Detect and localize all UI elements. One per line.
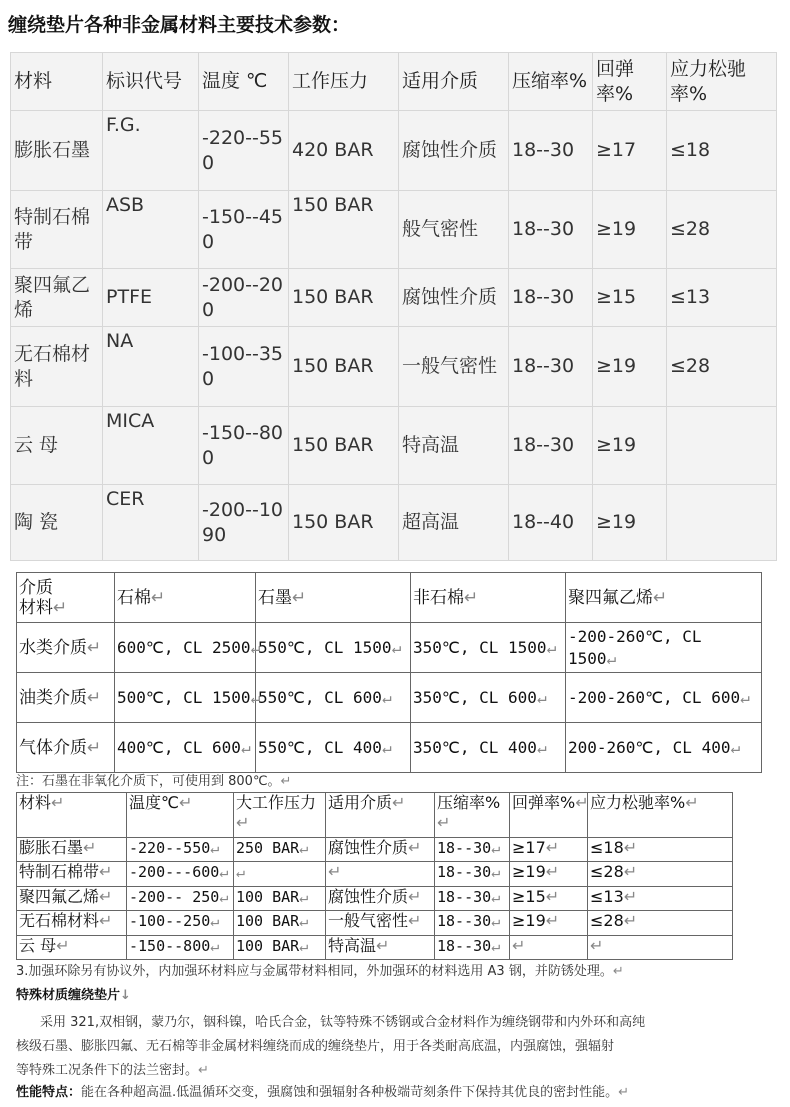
table-row (11, 327, 777, 407)
header-cell: 回弹率%↵ (510, 793, 588, 838)
cell: 18--30 (509, 191, 593, 269)
cell: 聚四氟乙烯 (11, 269, 103, 327)
header-cell: 回弹率% (593, 53, 667, 111)
row-label-cell: 油类介质↵ (17, 673, 115, 723)
cell: 腐蚀性介质 (399, 269, 509, 327)
table-row (11, 485, 777, 561)
cell: ≥19↵ (510, 862, 588, 886)
header-cell: 标识代号 (103, 53, 199, 111)
special-material-paragraph-line: 采用 321,双相钢，蒙乃尔，铟科镍，哈氏合金，钛等特殊不锈钢或合金材料作为缠绕钢带和内外环和高纯 (40, 1015, 646, 1030)
cell: 18--30↵ (435, 837, 510, 861)
cell: 18--30↵ (435, 886, 510, 910)
cell: -220--550 (199, 111, 289, 191)
cell: 420 BAR (289, 111, 399, 191)
cell (667, 407, 777, 485)
cell: ≥19 (593, 485, 667, 561)
cell: 550℃, CL 600↵ (256, 673, 411, 723)
cell: 400℃, CL 600↵ (115, 723, 256, 773)
performance-label: 性能特点： (16, 1085, 82, 1100)
cell: -200-260℃, CL 600↵ (566, 673, 762, 723)
table-row (17, 911, 733, 935)
table-header-row (17, 793, 733, 838)
cell: ≥15↵ (510, 886, 588, 910)
header-cell: 材料↵ (17, 793, 127, 838)
cell: 膨胀石墨 (11, 111, 103, 191)
cell: 600℃, CL 2500↵ (115, 623, 256, 673)
header-cell: 温度 ℃ (199, 53, 289, 111)
cell: ≤18↵ (588, 837, 733, 861)
cell: ≤28 (667, 191, 777, 269)
corner-header-cell: 介质 材料↵ (17, 573, 115, 623)
cell: 550℃, CL 400↵ (256, 723, 411, 773)
table-row (17, 623, 762, 673)
cell: -150--450 (199, 191, 289, 269)
reinforcing-ring-paragraph: 3.加强环除另有协议外，内加强环材料应与金属带材料相同，外加强环的材料选用 A3 钢，并防锈处理。↵ (16, 964, 624, 979)
cell: 100 BAR↵ (234, 911, 326, 935)
cell: 腐蚀性介质↵ (326, 837, 435, 861)
table-row (17, 886, 733, 910)
cell: 350℃, CL 400↵ (411, 723, 566, 773)
header-cell: 工作压力 (289, 53, 399, 111)
cell: 150 BAR (289, 191, 399, 269)
cell: 150 BAR (289, 269, 399, 327)
cell: 云 母↵ (17, 935, 127, 959)
cell: ≥19↵ (510, 911, 588, 935)
cell: 500℃, CL 1500↵ (115, 673, 256, 723)
cell: 膨胀石墨↵ (17, 837, 127, 861)
cell: -200-260℃, CL 1500↵ (566, 623, 762, 673)
cell: F.G. (103, 111, 199, 191)
cell: -150--800 (199, 407, 289, 485)
cell: 特高温↵ (326, 935, 435, 959)
medium-material-table (16, 572, 762, 773)
cell: -200---600↵ (127, 862, 234, 886)
table-row (17, 673, 762, 723)
cell: 18--30 (509, 327, 593, 407)
tech-params-table (10, 52, 777, 561)
header-cell: 材料 (11, 53, 103, 111)
cell: 聚四氟乙烯↵ (17, 886, 127, 910)
cell: 350℃, CL 600↵ (411, 673, 566, 723)
header-cell: 石棉↵ (115, 573, 256, 623)
header-cell: 非石棉↵ (411, 573, 566, 623)
table-row (11, 111, 777, 191)
header-cell: 大工作压力↵ (234, 793, 326, 838)
special-material-paragraph-line: 等特殊工况条件下的法兰密封。↵ (16, 1063, 209, 1078)
params-table-secondary (16, 792, 733, 960)
cell: ≥17↵ (510, 837, 588, 861)
cell: 一般气密性↵ (326, 911, 435, 935)
section-heading: 特殊材质缠绕垫片↓ (16, 988, 131, 1003)
cell: ≥19 (593, 407, 667, 485)
cell: -200--200 (199, 269, 289, 327)
cell: 150 BAR (289, 407, 399, 485)
cell (667, 485, 777, 561)
header-cell: 适用介质↵ (326, 793, 435, 838)
performance-text: 能在各种超高温.低温循环交变，强腐蚀和强辐射各种极端苛刻条件下保持其优良的密封性能。 (81, 1085, 619, 1100)
cell: ≤28↵ (588, 911, 733, 935)
cell: 陶 瓷 (11, 485, 103, 561)
cell: CER (103, 485, 199, 561)
cell: -100--250↵ (127, 911, 234, 935)
row-label-cell: 气体介质↵ (17, 723, 115, 773)
cell: MICA (103, 407, 199, 485)
cell: ≤28↵ (588, 862, 733, 886)
cell: 18--30 (509, 407, 593, 485)
table-row (17, 837, 733, 861)
cell: 150 BAR (289, 327, 399, 407)
cell: 无石棉材料↵ (17, 911, 127, 935)
table-header-row (17, 573, 762, 623)
cell: 250 BAR↵ (234, 837, 326, 861)
cell: 18--30↵ (435, 935, 510, 959)
header-cell: 压缩率%↵ (435, 793, 510, 838)
graphite-note: 注：石墨在非氧化介质下，可使用到 800℃。↵ (16, 774, 292, 789)
performance-paragraph: 性能特点：能在各种超高温.低温循环交变，强腐蚀和强辐射各种极端苛刻条件下保持其优良的密封性能。↵ (16, 1085, 630, 1100)
corner-bottom: 材料 (19, 597, 53, 618)
cell: -200-- 250↵ (127, 886, 234, 910)
page-title: 缠绕垫片各种非金属材料主要技术参数： (8, 14, 351, 36)
header-cell: 应力松驰率%↵ (588, 793, 733, 838)
cell: PTFE (103, 269, 199, 327)
table-row (17, 723, 762, 773)
cell: 100 BAR↵ (234, 886, 326, 910)
cell: -150--800↵ (127, 935, 234, 959)
cell: -100--350 (199, 327, 289, 407)
cell: -200--1090 (199, 485, 289, 561)
cell: 超高温 (399, 485, 509, 561)
header-cell: 温度℃↵ (127, 793, 234, 838)
cell: ≤18 (667, 111, 777, 191)
cell: 腐蚀性介质↵ (326, 886, 435, 910)
cell: 150 BAR (289, 485, 399, 561)
cell: ≤13↵ (588, 886, 733, 910)
cell: ≤28 (667, 327, 777, 407)
cell: ASB (103, 191, 199, 269)
cell: -220--550↵ (127, 837, 234, 861)
table-header-row (11, 53, 777, 111)
cell: 特制石棉带↵ (17, 862, 127, 886)
header-cell: 石墨↵ (256, 573, 411, 623)
table-row (11, 407, 777, 485)
header-cell: 压缩率% (509, 53, 593, 111)
cell: ↵ (588, 935, 733, 959)
cell: 350℃, CL 1500↵ (411, 623, 566, 673)
cell: 100 BAR↵ (234, 935, 326, 959)
cell: 18--40 (509, 485, 593, 561)
cell: 550℃, CL 1500↵ (256, 623, 411, 673)
cell: ≥19 (593, 191, 667, 269)
cell: 18--30 (509, 269, 593, 327)
cell: 般气密性 (399, 191, 509, 269)
corner-top: 介质 (19, 577, 53, 598)
cell: ↵ (234, 862, 326, 886)
cell: 18--30↵ (435, 862, 510, 886)
cell: 无石棉材料 (11, 327, 103, 407)
cell: ≥17 (593, 111, 667, 191)
special-material-paragraph-line: 核级石墨、膨胀四氟、无石棉等非金属材料缠绕而成的缠绕垫片，用于各类耐高底温，内强腐蚀，强辐射 (16, 1039, 615, 1054)
cell: NA (103, 327, 199, 407)
row-label-cell: 水类介质↵ (17, 623, 115, 673)
cell: ≥15 (593, 269, 667, 327)
cell: ↵ (510, 935, 588, 959)
header-cell: 聚四氟乙烯↵ (566, 573, 762, 623)
table-row (17, 862, 733, 886)
cell: ≥19 (593, 327, 667, 407)
cell: 特制石棉带 (11, 191, 103, 269)
cell: ≤13 (667, 269, 777, 327)
table-row (17, 935, 733, 959)
table-row (11, 269, 777, 327)
cell: 200-260℃, CL 400↵ (566, 723, 762, 773)
header-cell: 适用介质 (399, 53, 509, 111)
cell: 云 母 (11, 407, 103, 485)
cell: ↵ (326, 862, 435, 886)
cell: 腐蚀性介质 (399, 111, 509, 191)
cell: 18--30 (509, 111, 593, 191)
header-cell: 应力松驰率% (667, 53, 777, 111)
cell: 18--30↵ (435, 911, 510, 935)
cell: 一般气密性 (399, 327, 509, 407)
table-row (11, 191, 777, 269)
cell: 特高温 (399, 407, 509, 485)
